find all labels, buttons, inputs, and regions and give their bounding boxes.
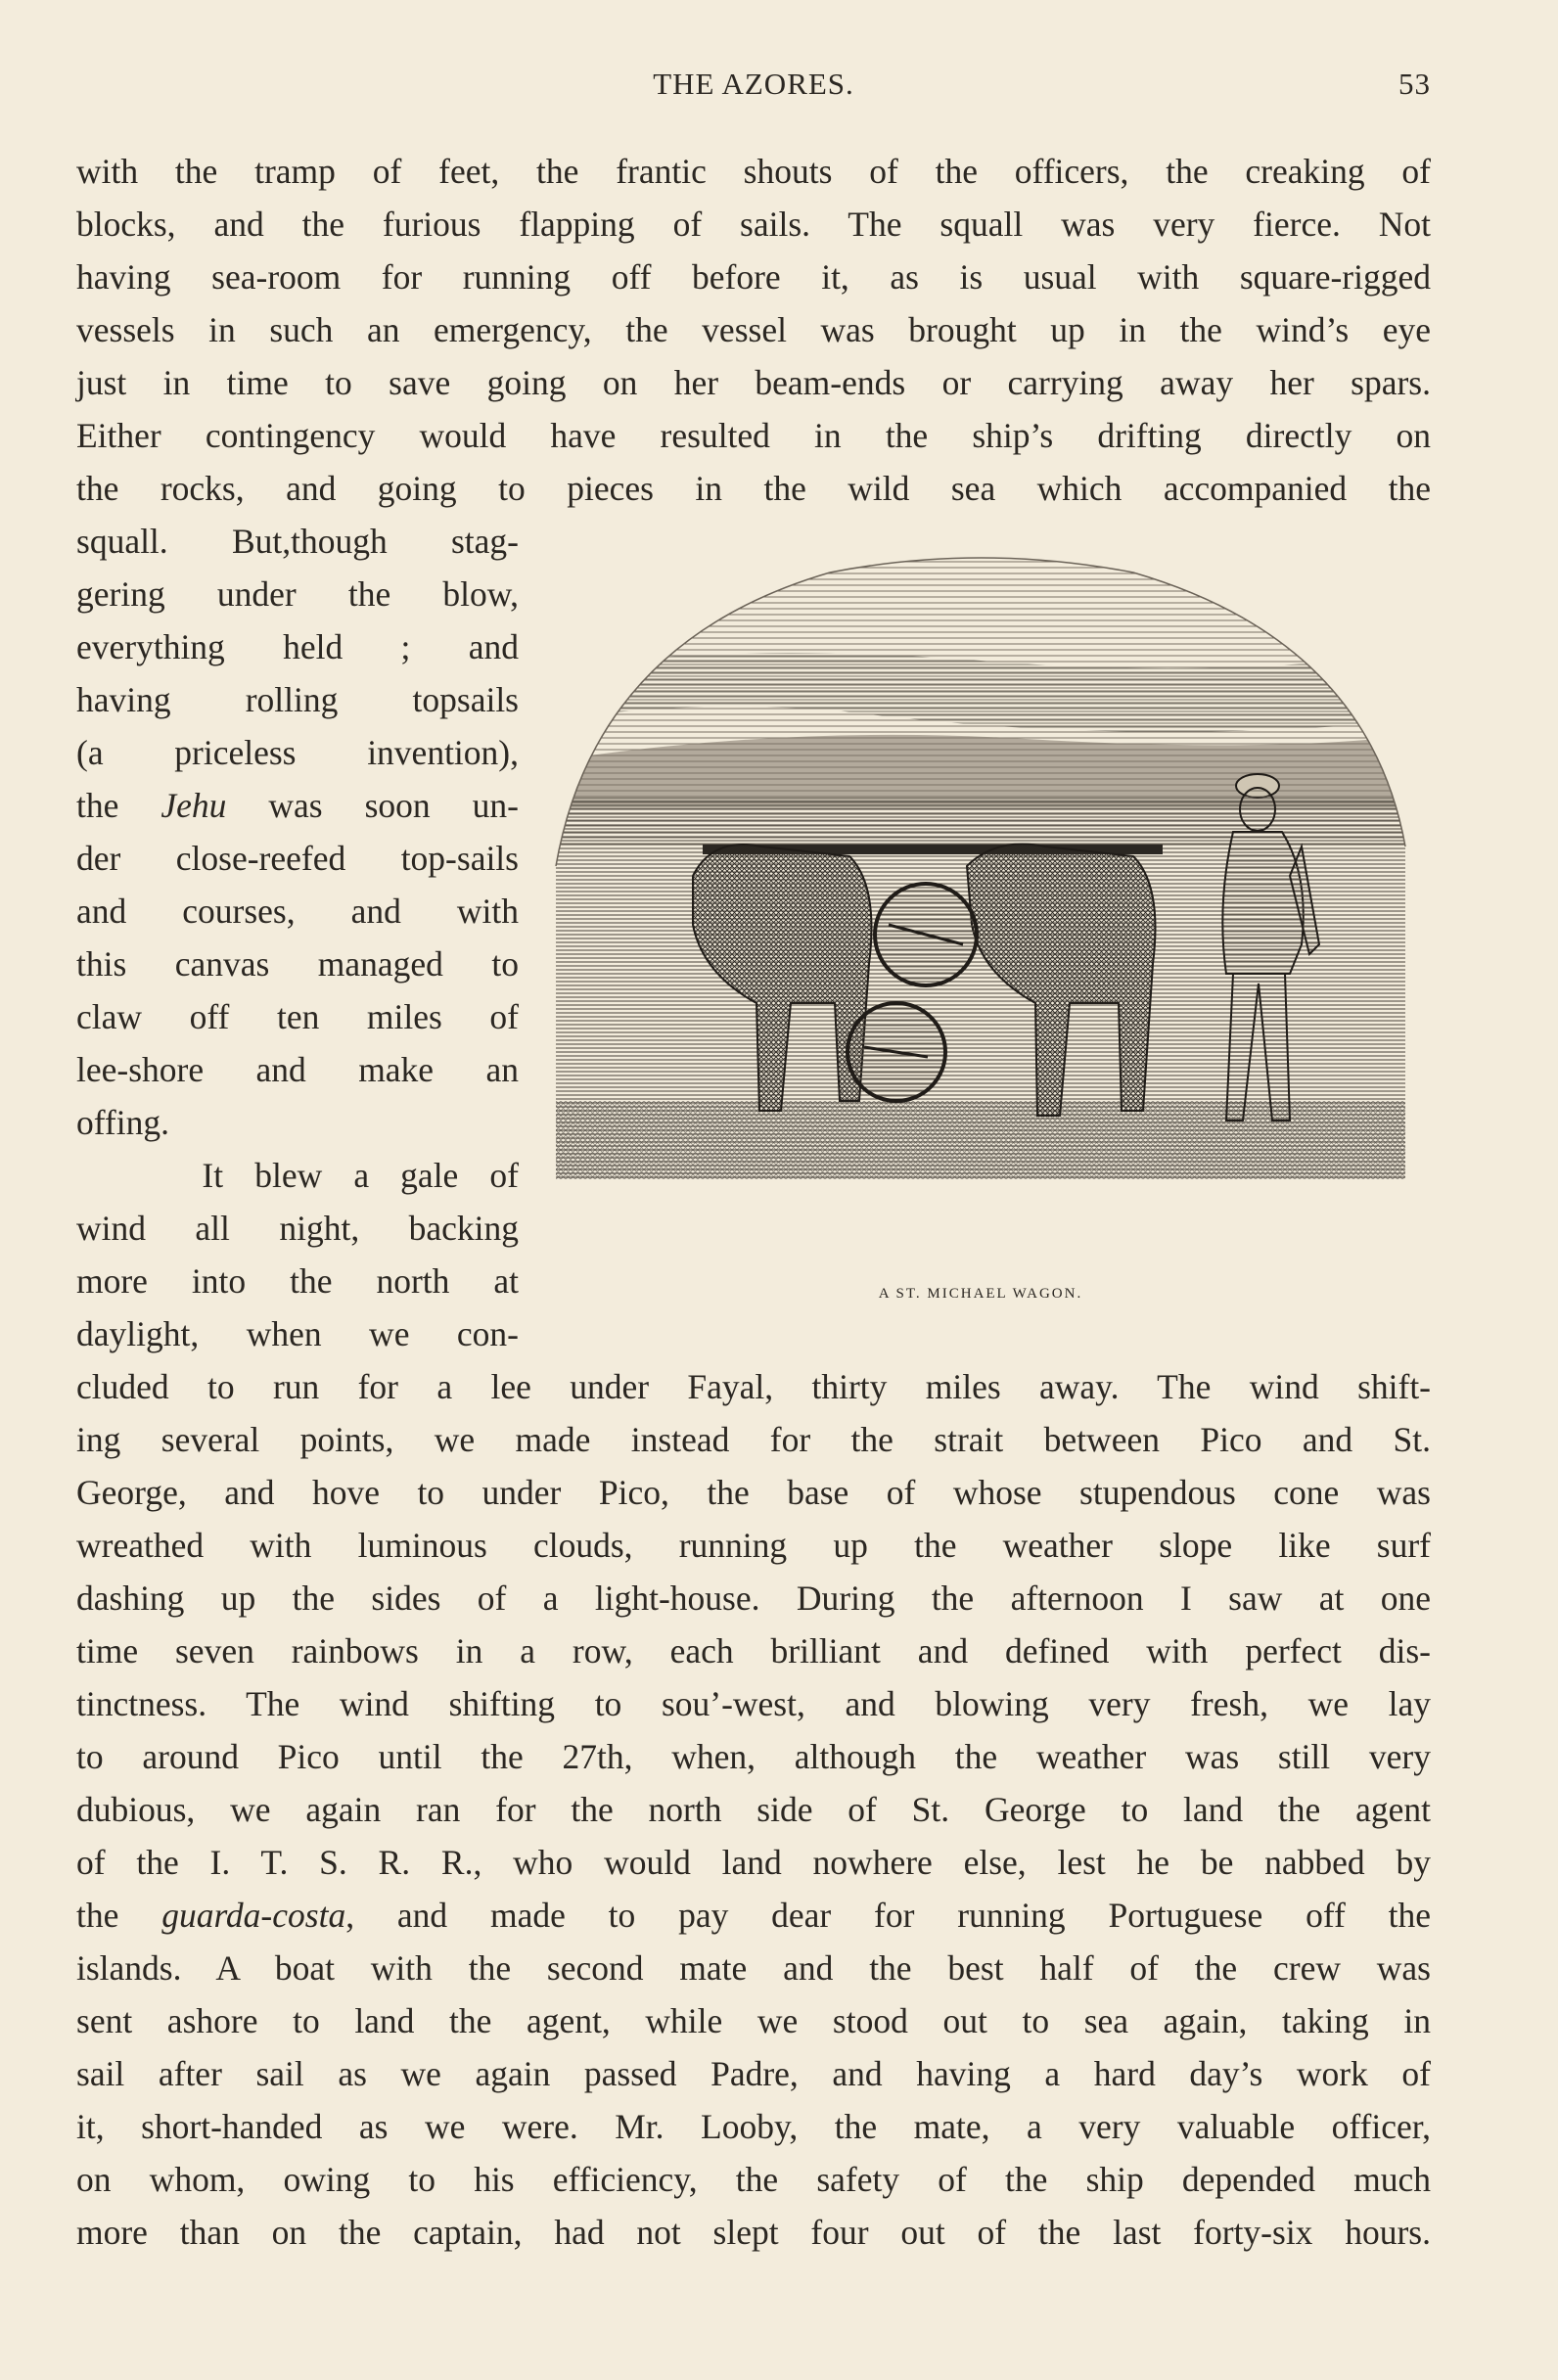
body-line: claw off ten miles of	[76, 997, 519, 1036]
body-line: more than on the captain, had not slept four out of the last forty-six hours.	[76, 2213, 1431, 2252]
body-line: having rolling topsails	[76, 680, 519, 719]
line-text: , and made to pay dear for running Portuguese off the	[345, 1896, 1431, 1935]
body-line: blocks, and the furious flapping of sails. The squall was very fierce. Not	[76, 205, 1431, 244]
line-text: the	[76, 786, 161, 825]
body-line: offing.	[76, 1103, 169, 1142]
body-line: dashing up the sides of a light-house. During the afternoon I saw at one	[76, 1579, 1431, 1618]
body-line: sent ashore to land the agent, while we stood out to sea again, taking in	[76, 2001, 1431, 2040]
body-line: sail after sail as we again passed Padre, and having a hard day’s work of	[76, 2054, 1431, 2093]
body-line: Either contingency would have resulted in the ship’s drifting directly on	[76, 416, 1431, 455]
body-line: having sea-room for running off before it, as is usual with square-rigged	[76, 257, 1431, 297]
body-line: with the tramp of feet, the frantic shouts of the officers, the creaking of	[76, 152, 1431, 191]
figure-caption: A ST. MICHAEL WAGON.	[878, 1286, 1083, 1302]
body-line: gering under the blow,	[76, 574, 519, 614]
ship-name-italic: Jehu	[160, 786, 227, 825]
body-line: daylight, when we con-	[76, 1314, 519, 1353]
body-line: islands. A boat with the second mate and the best half of the crew was	[76, 1948, 1431, 1988]
body-line: (a priceless invention),	[76, 733, 519, 772]
body-line: squall. But,though stag-	[76, 522, 519, 561]
body-line: vessels in such an emergency, the vessel was brought up in the wind’s eye	[76, 310, 1431, 349]
body-line: ing several points, we made instead for the strait between Pico and St.	[76, 1420, 1431, 1459]
line-text: the	[76, 1896, 162, 1935]
body-line: and courses, and with	[76, 892, 519, 931]
body-line: cluded to run for a lee under Fayal, thirty miles away. The wind shift-	[76, 1367, 1431, 1406]
body-line: it, short-handed as we were. Mr. Looby, the mate, a very valuable officer,	[76, 2107, 1431, 2146]
body-line: dubious, we again ran for the north side of St. George to land the agent	[76, 1790, 1431, 1829]
body-line: lee-shore and make an	[76, 1050, 519, 1089]
body-line	[76, 1889, 1431, 1942]
body-line	[76, 779, 519, 832]
body-line: der close-reefed top-sails	[76, 839, 519, 878]
body-line: everything held ; and	[76, 627, 519, 666]
body-line: of the I. T. S. R. R., who would land nowhere else, lest he be nabbed by	[76, 1843, 1431, 1882]
body-line: tinctness. The wind shifting to sou’-west, and blowing very fresh, we lay	[76, 1684, 1431, 1723]
line-text: was soon un-	[226, 786, 519, 825]
page-number: 53	[1398, 67, 1431, 101]
body-line: on whom, owing to his efficiency, the safety of the ship depended much	[76, 2160, 1431, 2199]
st-michael-wagon-engraving	[536, 553, 1425, 1275]
body-line: the rocks, and going to pieces in the wild sea which accompanied the	[76, 469, 1431, 508]
body-line: wind all night, backing	[76, 1209, 519, 1248]
running-header	[76, 67, 1431, 115]
body-line: It blew a gale of	[76, 1156, 519, 1195]
body-line: this canvas managed to	[76, 944, 519, 984]
body-line: time seven rainbows in a row, each brilliant and defined with perfect dis-	[76, 1631, 1431, 1671]
body-line: just in time to save going on her beam-ends or carrying away her spars.	[76, 363, 1431, 402]
body-line: more into the north at	[76, 1261, 519, 1301]
body-line: to around Pico until the 27th, when, although the weather was still very	[76, 1737, 1431, 1776]
running-title: THE AZORES.	[653, 67, 854, 101]
body-line: George, and hove to under Pico, the base of whose stupendous cone was	[76, 1473, 1431, 1512]
guarda-costa-italic: guarda-costa	[161, 1896, 346, 1935]
body-line: wreathed with luminous clouds, running up the weather slope like surf	[76, 1526, 1431, 1565]
